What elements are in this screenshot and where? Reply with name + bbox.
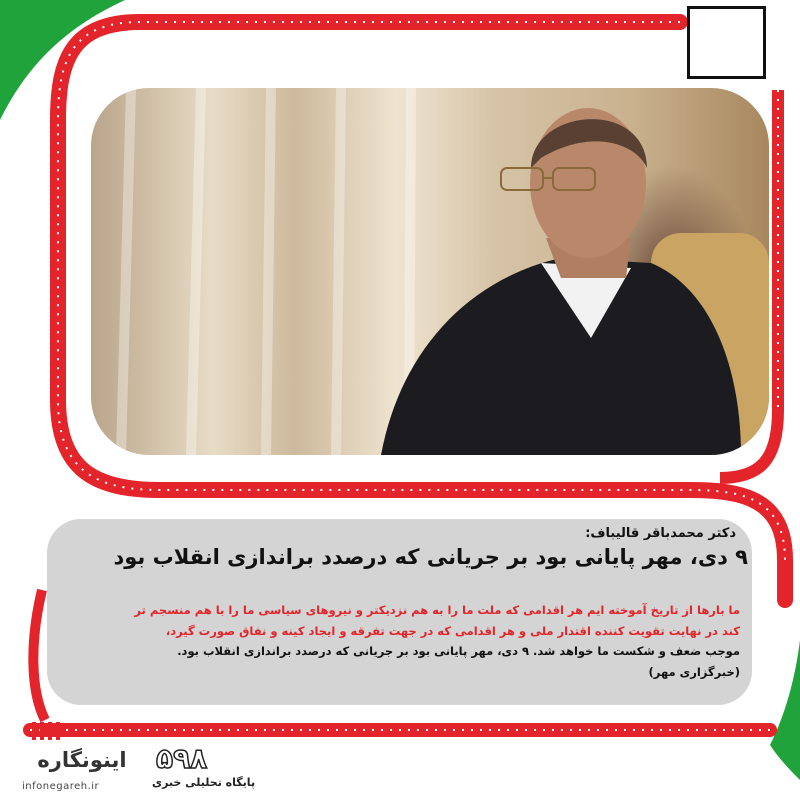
source-line: (خبرگزاری مهر) — [648, 664, 740, 679]
logo2-digits: ۵۹۸ — [156, 742, 208, 775]
body-line: کند در نهایت تقویت کننده اقتدار ملی و هر اقدامی که در جهت تفرقه و ایجاد کینه و نفاق صورت گیرد، — [165, 623, 740, 638]
logo-text: اینونگاره — [37, 748, 127, 772]
headline: ۹ دی، مهر پایانی بود بر جریانی که درصدد براندازی انقلاب بود — [113, 545, 748, 569]
logo-url: infonegareh.ir — [22, 781, 100, 792]
infonegareh-logo — [16, 748, 148, 800]
green-corner-bottom-right — [770, 640, 800, 780]
portrait-photo — [91, 88, 769, 455]
logo2-text: پایگاه تحلیلی خبری — [152, 776, 256, 789]
speaker-name: دکتر محمدباقر قالیباف: — [585, 526, 736, 541]
body-line: ما بارها از تاریخ آموخته ایم هر اقدامی که ملت ما را به هم نزدیکتر و نیروهای سیاسی ما را با هم منسجم تر — [134, 603, 740, 617]
empty-square-box — [687, 6, 766, 79]
body-text — [80, 600, 740, 682]
red-band-left-lower — [33, 590, 45, 720]
598-logo — [150, 742, 256, 800]
body-line: موجب ضعف و شکست ما خواهد شد. ۹ دی، مهر پایانی بود بر جریانی که درصدد براندازی انقلاب بود. — [177, 644, 740, 658]
